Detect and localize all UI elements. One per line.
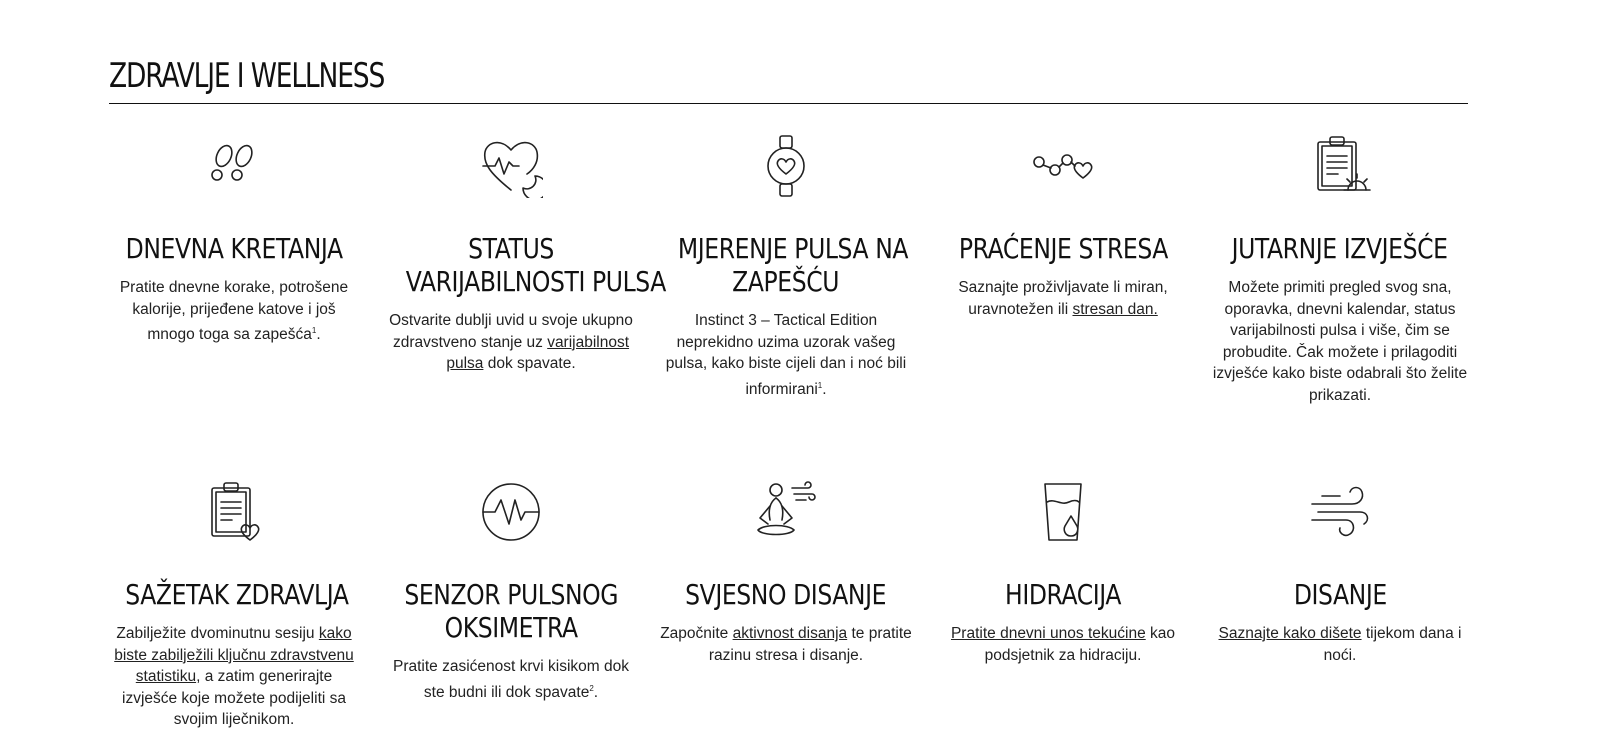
feature-stress-tracking [933,134,1193,320]
feature-breathwork [656,480,916,666]
title-divider [109,103,1468,104]
feature-description: Zabilježite dvominutnu sesiju kako biste zabilježili ključnu zdravstvenu statistiku, a zatim generirajte izvješće koje možete podijeliti sa svojim liječnikom. [114,625,354,728]
feature-title: SVJESNO DISANJE [685,578,887,611]
feature-title: SENZOR PULSNOG OKSIMETRA [404,578,618,644]
meditation-icon [754,480,818,544]
feature-title: JUTARNJE IZVJEŠĆE [1231,232,1449,265]
feature-description: Pratite zasićenost krvi kisikom dok ste budni ili dok spavate$^2$. [392,658,630,701]
feature-title: PRAĆENJE STRESA [958,232,1168,265]
stress-chain-icon [1031,134,1095,198]
respiration-link[interactable]: Saznajte kako dišete [1218,625,1362,642]
water-glass-icon [1031,480,1095,544]
feature-title: STATUS VARIJABILNOSTI PULSA [405,232,666,298]
feature-description: Instinct 3 – Tactical Edition neprekidno uzima uzorak vašeg pulsa, kako biste cijeli dan i noć bili informirani$^1$. [665,312,907,398]
feature-daily-steps [104,134,364,346]
section-title: ZDRAVLJE I WELLNESS [109,56,385,96]
footprints-icon [202,134,266,198]
feature-description: Pratite dnevne korake, potrošene kalorije, prijeđene katove i još mnogo toga sa zapešća$^1$. [119,279,349,344]
pulse-circle-icon [479,480,543,544]
watch-heart-icon [754,134,818,198]
wind-icon [1308,480,1372,544]
feature-description: Saznajte kako dišete tijekom dana i noći. [1218,625,1462,664]
feature-title: DNEVNA KRETANJA [125,232,343,265]
heart-moon-icon [479,134,543,198]
feature-description: Saznajte proživljavate li miran, uravnotežen ili stresan dan. [958,279,1168,318]
feature-title: DISANJE [1293,578,1387,611]
feature-title: MJERENJE PULSA NA ZAPEŠĆU [677,232,909,298]
feature-title: SAŽETAK ZDRAVLJA [125,578,349,611]
clipboard-sunrise-icon [1308,134,1372,198]
feature-hrv-status [381,134,666,375]
feature-description: Ostvarite dublji uvid u svoje ukupno zdravstveno stanje uz varijabilnost pulsa dok spavate. [389,312,633,372]
stress-link[interactable]: stresan dan. [1072,300,1158,318]
feature-description: Pratite dnevni unos tekućine kao podsjetnik za hidraciju. [950,625,1176,664]
feature-wrist-heart-rate [656,134,916,400]
feature-title: HIDRACIJA [1005,578,1121,611]
hydration-link[interactable]: Pratite dnevni unos tekućine [950,625,1146,642]
feature-respiration [1210,480,1470,666]
feature-pulse-ox [381,480,641,703]
feature-morning-report [1210,134,1470,406]
hrv-link[interactable]: varijabilnost pulsa [446,333,630,372]
feature-description: Možete primiti pregled svog sna, oporavka, dnevni kalendar, status varijabilnosti pulsa i više, čim se probudite. Čak možete i prilagoditi izvješće kako biste odabrali što želite prikazati. [1212,279,1468,404]
feature-health-snapshot [104,480,364,731]
breathwork-link[interactable]: aktivnost disanja [732,625,848,642]
health-snapshot-link[interactable]: kako biste zabilježili ključnu zdravstvenu statistiku [114,625,354,685]
feature-hydration [933,480,1193,666]
feature-description: Započnite aktivnost disanja te pratite razinu stresa i disanje. [660,625,912,664]
clipboard-heart-icon [202,480,266,544]
